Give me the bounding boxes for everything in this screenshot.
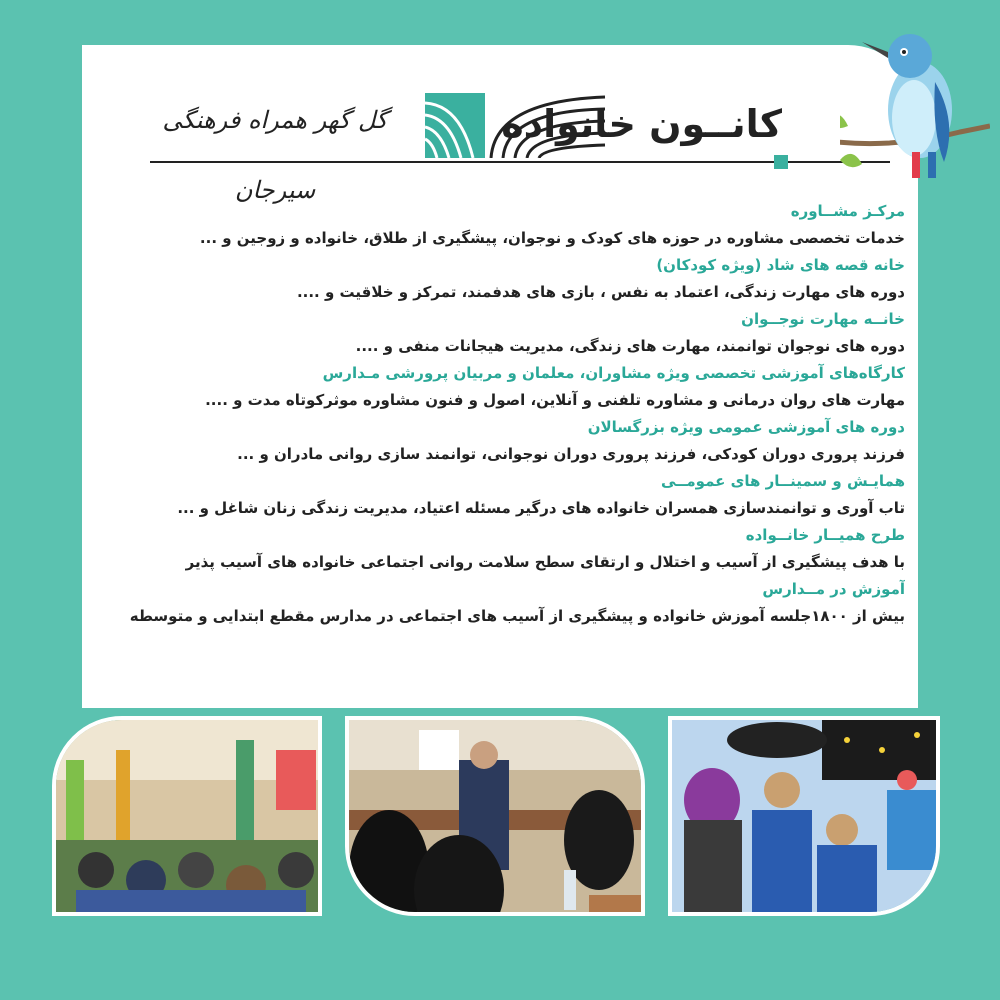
section-text: خدمات تخصصی مشاوره در حوزه های کودک و نوجوان، پیشگیری از طلاق، خانواده و زوجین و ... — [199, 229, 905, 247]
section-heading: دوره های آموزشی عمومی ویژه بزرگسالان — [587, 418, 905, 436]
section-heading: کارگاه‌های آموزشی تخصصی ویژه مشاوران، معلمان و مربیان پرورشی مـدارس — [322, 364, 905, 382]
bird-illustration — [840, 22, 990, 182]
services-list — [100, 198, 905, 630]
section-text: با هدف پیشگیری از آسیب و اختلال و ارتقای سطح سلامت روانی اجتماعی خانواده های آسیب پذیر — [185, 553, 905, 571]
section-text: دوره های نوجوان توانمند، مهارت های زندگی، مدیریت هیجانات منفی و .... — [355, 337, 905, 355]
section-text: دوره های مهارت زندگی، اعتماد به نفس ، بازی های هدفمند، تمرکز و خلاقیت و .... — [296, 283, 905, 301]
section-heading: طرح همیــار خانــواده — [745, 526, 905, 544]
leaf-icon — [840, 114, 848, 128]
photo-children-classroom — [52, 716, 322, 916]
page-title: کانــون خانواده — [501, 102, 782, 146]
header-accent-square — [774, 155, 788, 169]
content-card — [82, 45, 918, 708]
photo-workshop-session — [345, 716, 645, 916]
section-text: تاب آوری و توانمندسازی همسران خانواده های درگیر مسئله اعتیاد، مدیریت زندگی زنان شاغل و ... — [177, 499, 905, 517]
section-text: مهارت های روان درمانی و مشاوره تلفنی و آنلاین، اصول و فنون مشاوره موثرکوتاه مدت و .... — [205, 391, 905, 409]
section-text: فرزند پروری دوران کودکی، فرزند پروری دوران نوجوانی، توانمند سازی روانی مادران و ... — [237, 445, 905, 463]
calligraphy-logo: گل گهر همراه فرهنگی سیرجان — [162, 106, 388, 204]
section-heading: خانه قصه های شاد (ویژه کودکان) — [656, 256, 905, 274]
section-heading: مرکـز مشــاوره — [790, 202, 905, 220]
section-text: بیش از ۱۸۰۰جلسه آموزش خانواده و پیشگیری از آسیب های اجتماعی در مدارس مقطع ابتدایی و متوسطه — [129, 607, 905, 625]
header — [150, 73, 890, 204]
section-heading: خانــه مهارت نوجــوان — [741, 310, 905, 328]
section-heading: آموزش در مــدارس — [762, 580, 905, 598]
section-heading: همایـش و سمینــار های عمومــی — [660, 472, 905, 490]
photo-children-performance — [668, 716, 940, 916]
